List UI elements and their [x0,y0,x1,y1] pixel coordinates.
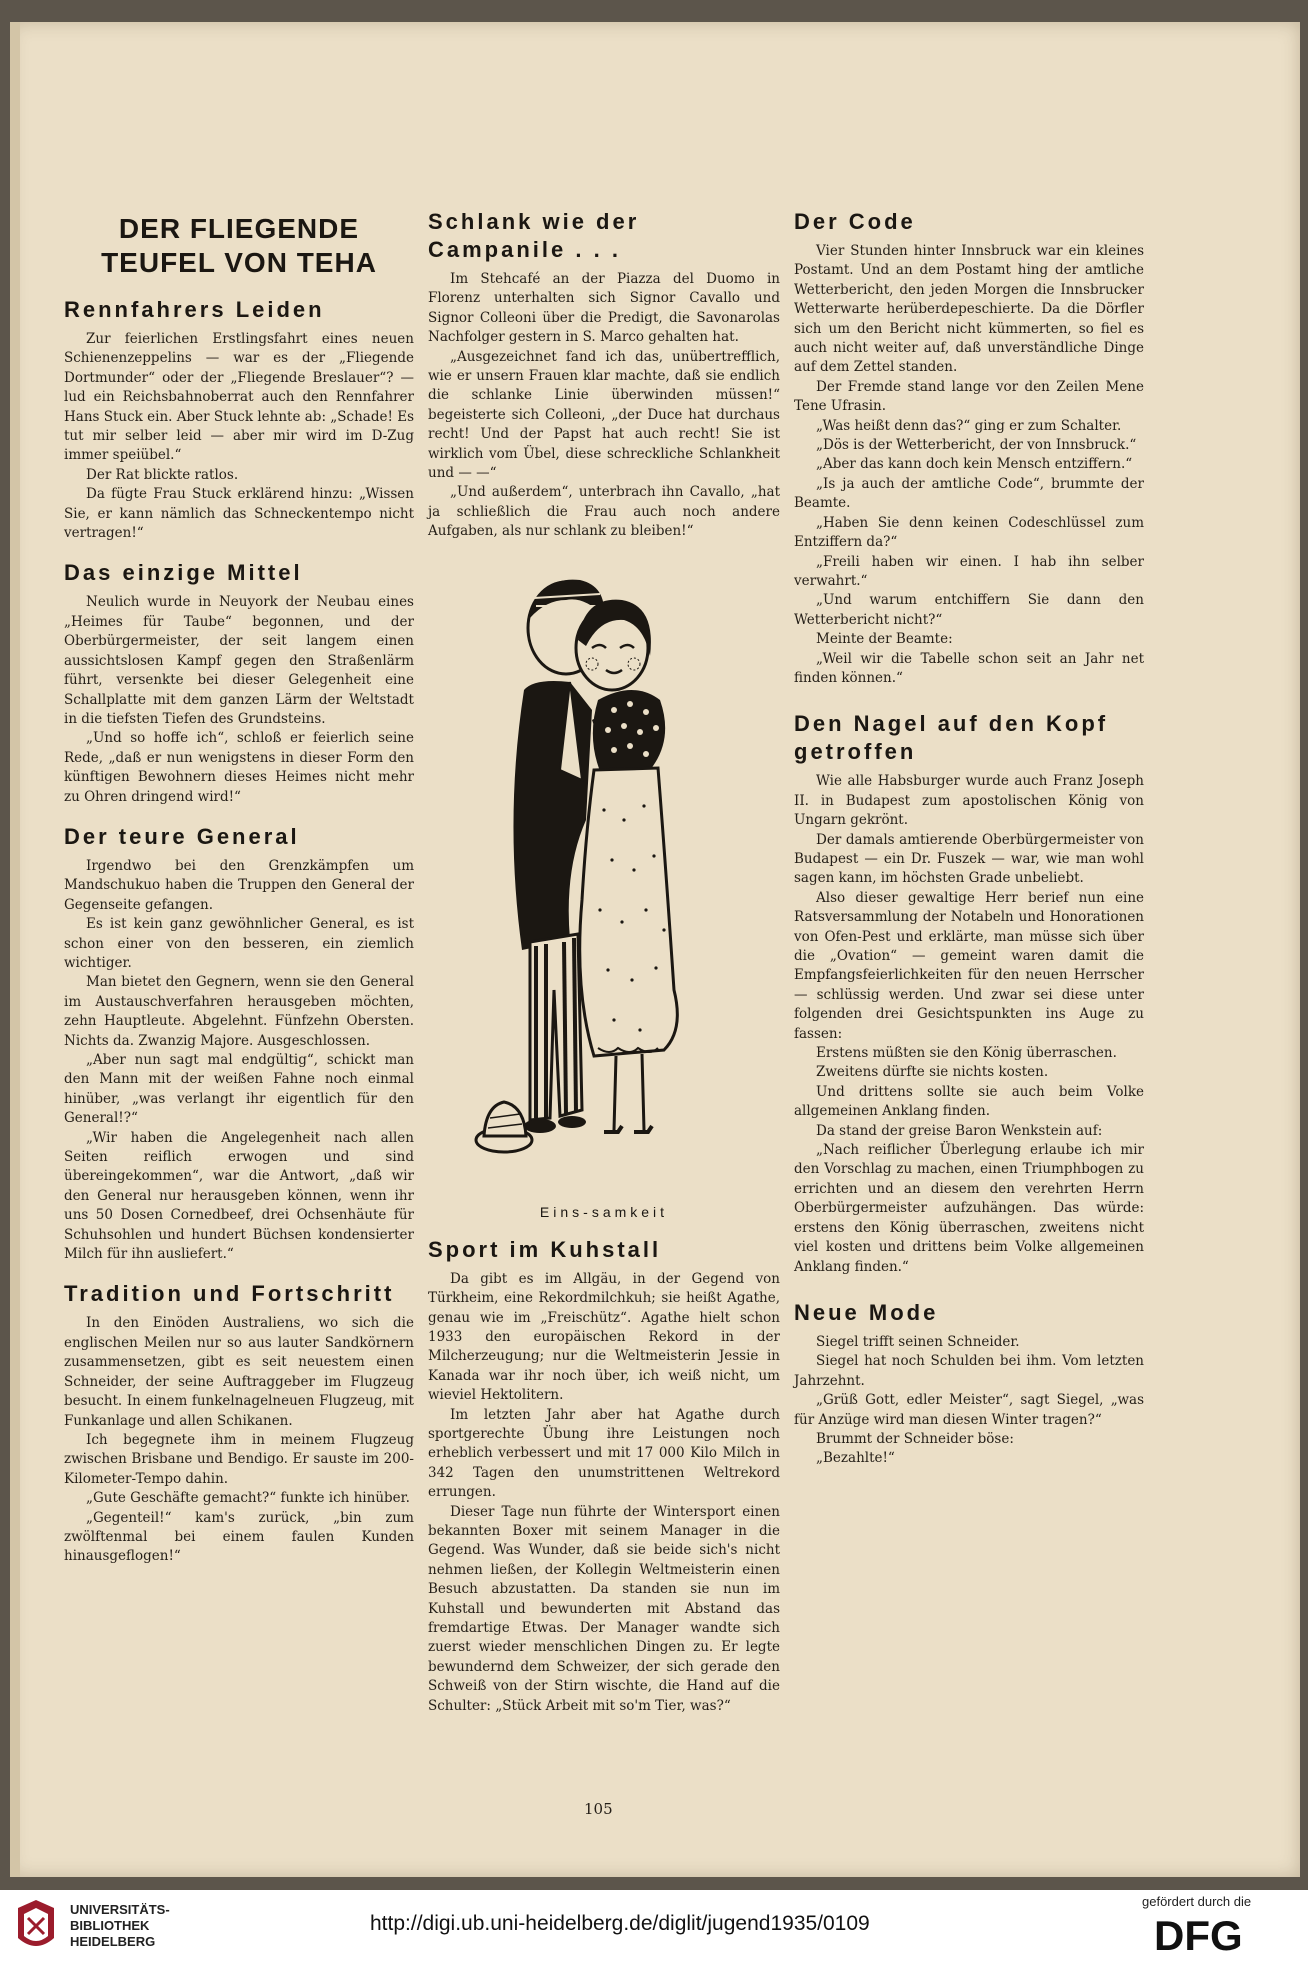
paragraph: Im Stehcafé an der Piazza del Duomo in Florenz unterhalten sich Signor Cavallo und Signor Colleoni über die Predigt, die Savonarolas Nachfolger gestern in S. Marco gehalten hat. [428,271,780,346]
paragraph: „Wir haben die Angelegenheit nach allen Seiten reiflich erwogen und sind übereingekommen“, war die Antwort, „daß wir den General nur herausgeben können, wenn ihr uns 50 Dosen Cornedbeef, drei Ochsenhäute für Schuhsohlen und hundert Büchsen kondensierter Milch für ihn ausliefert.“ [64,1129,414,1263]
paragraph: „Und so hoffe ich“, schloß er feierlich seine Rede, „daß er nun wenigstens in dieser Form den künftigen Bewohnern dieses Heimes nicht mehr zu Ohren dringend wird!“ [64,730,414,805]
previous-page-edge [10,22,20,1877]
column-2 [428,190,780,1716]
illustration-caption: Eins-samkeit [539,1203,669,1220]
paragraph: Es ist kein ganz gewöhnlicher General, es ist schon einer von den besseren, ein ziemlich wichtiger. [64,916,414,971]
heading-sport-im-kuhstall: Sport im Kuhstall [428,1236,662,1262]
paragraph: „Weil wir die Tabelle schon seit an Jahr net finden können.“ [794,650,1144,686]
paragraph: „Und außerdem“, unterbrach ihn Cavallo, „hat ja schließlich die Frau auch noch andere Aufgaben, als nur schlank zu bleiben!“ [428,484,780,540]
paragraph: Erstens müßten sie den König überraschen. [816,1045,1117,1062]
page-number: 105 [584,1800,613,1818]
paragraph: Der Rat blickte ratlos. [86,466,239,483]
paragraph: Vier Stunden hinter Innsbruck war ein kleines Postamt. Und an dem Postamt hing der amtliche Wetterbericht, den jeden Morgen die Innsbrucker Wetterwarte herüberdepeschierte. Da die Dörfler sich um den Bericht nicht kümmerten, so fiel es auch nicht weiter auf, daß unverständliche Dinge auf dem Zettel standen. [794,243,1144,376]
paragraph: „Is ja auch der amtliche Code“, brummte der Beamte. [794,475,1144,512]
heading-der-code: Der Code [794,209,916,234]
paragraph: Meinte der Beamte: [816,631,953,648]
article-neue-mode [794,1299,1144,1469]
paragraph: „Aber nun sagt mal endgültig“, schickt man den Mann mit der weißen Fahne noch einmal hinüber, „was verlangt ihr eigentlich für den General!?“ [64,1052,414,1127]
paragraph: „Freili haben wir einen. I hab ihn selber verwahrt.“ [794,553,1144,589]
paragraph: Zur feierlichen Erstlingsfahrt eines neuen Schienenzeppelins — war es der „Fliegende Dortmunder“ oder der „Fliegende Breslauer“? — lud ein Reichsbahnoberrat auch den Rennfahrer Hans Stuck ein. Aber Stuck lehnte ab: „Schade! Es tut mir selber leid — aber mir wird im D-Zug immer speiübel.“ [64,331,414,464]
uni-line-3: HEIDELBERG [70,1934,156,1949]
heading-den-nagel: Den Nagel auf den Kopf getroffen [794,711,1109,765]
article-rennfahrers-leiden [64,296,414,543]
uni-line-1: UNIVERSITÄTS- [70,1902,170,1917]
dfg-logo[interactable] [1150,1910,1290,1958]
article-schlank-wie-der-campanile [428,208,780,542]
dfg-logo-text: DFG [1154,1912,1243,1958]
paragraph: Also dieser gewaltige Herr berief nun eine Ratsversammlung der Notabeln und Honorationen von Ofen-Pest und erklärte, man müsse sich über die „Ovation“ — gemeint waren damit die Empfangsfeierlichkeiten für den neuen Herrscher — schlüssig werden. Und zwar sei diese unter folgenden drei Gesichtspunkten ins Auge zu fassen: [794,889,1144,1042]
heading-tradition-und-fortschritt: Tradition und Fortschritt [64,1281,395,1307]
paragraph: Irgendwo bei den Grenzkämpfen um Mandschukuo haben die Truppen den General der Gegenseite gefangen. [64,857,414,913]
paragraph: Wie alle Habsburger wurde auch Franz Joseph II. in Budapest zum apostolischen König von Ungarn gekrönt. [794,773,1144,829]
heading-der-teure-general: Der teure General [64,823,300,849]
viewer-footer [0,1890,1308,1963]
paragraph: Und drittens sollte sie auch beim Volke allgemeinen Anklang finden. [794,1083,1144,1120]
paragraph: „Haben Sie denn keinen Codeschlüssel zum Entziffern da?“ [794,514,1144,551]
paragraph: „Dös is der Wetterbericht, der von Innsbruck.“ [816,437,1137,454]
main-title: DER FLIEGENDE TEUFEL VON TEHA [101,213,377,278]
paragraph: „Was heißt denn das?“ ging er zum Schalter. [816,417,1122,434]
paragraph: Man bietet den Gegnern, wenn sie den General im Austauschverfahren herausgeben möchten, zehn Hauptleute. Abgelehnt. Fünfzehn Obersten. Nichts da. Zwanzig Majore. Ausgeschlossen. [64,974,414,1049]
article-sport-im-kuhstall [428,1236,780,1716]
paragraph: Da gibt es im Allgäu, in der Gegend von Türkheim, eine Rekordmilchkuh; sie heißt Agathe, genau wie im „Freischütz“. Agathe hielt schon 1933 den europäischen Rekord in der Milcherzeugung; nur die Weltmeisterin Jessie in Kanada war ihr noch über, ich weiß nicht, um wieviel Hektolitern. [428,1270,780,1404]
paragraph: „Gegenteil!“ kam's zurück, „bin zum zwölftenmal bei einem faulen Kunden hinausgeflogen!“ [64,1509,414,1565]
heading-schlank: Schlank wie der Campanile . . . [428,209,640,262]
paragraph: „Und warum entchiffern Sie dann den Wetterbericht nicht?“ [794,592,1144,628]
paragraph: „Bezahlte!“ [816,1450,895,1467]
paragraph: Siegel hat noch Schulden bei ihm. Vom letzten Jahrzehnt. [794,1353,1144,1389]
paragraph: In den Einöden Australiens, wo sich die englischen Meilen nur so aus lauter Sandkörnern zusammensetzen, gibt es seit neuestem einen Schneider, der seine Auftraggeber im Flugzeug besucht. In einem funkelnagelneuen Flugzeug, mit Funkanlage und allen Schikanen. [64,1315,414,1429]
paragraph: Der damals amtierende Oberbürgermeister von Budapest — ein Dr. Fuszek — war, wie man wohl sagen kann, im höchsten Grade unbeliebt. [794,831,1144,887]
paragraph: „Aber das kann doch kein Mensch entziffern.“ [816,456,1133,473]
article-das-einzige-mittel [64,559,414,806]
article-der-teure-general [64,823,414,1265]
document-url-link[interactable]: http://digi.ub.uni-heidelberg.de/diglit/jugend1935/0109 [370,1912,870,1935]
university-library-name[interactable] [70,1902,170,1950]
paragraph: Der Fremde stand lange vor den Zeilen Mene Tene Ufrasin. [794,378,1144,415]
couple-illustration [474,570,734,1200]
paragraph: Ich begegnete ihm in meinem Flugzeug zwischen Brisbane und Bendigo. Er sauste im 200-Kilometer-Tempo dahin. [64,1431,414,1487]
article-tradition-und-fortschritt [64,1280,414,1566]
university-seal-icon [14,1898,58,1956]
paragraph: Zweitens dürfte sie nichts kosten. [816,1064,1049,1081]
heading-das-einzige-mittel: Das einzige Mittel [64,560,303,586]
paragraph: Im letzten Jahr aber hat Agathe durch sportgerechte Übung ihre Leistungen noch erheblich verbessert und mit 17 000 Kilo Milch in 342 Tagen den unumstrittenen Weltrekord errungen. [428,1406,780,1501]
paragraph: Dieser Tage nun führte der Wintersport einen bekannten Boxer mit seinem Manager in die Gegend. Was Wunder, daß sie beide sich's nicht nehmen ließen, der Kollegin Weltmeisterin einen Besuch abzustatten. Da standen sie nun im Kuhstall und bewunderten mit Abstand das fremdartige Etwas. Der Manager wandte sich zuerst wieder menschlichen Dingen zu. Er legte bewundernd dem Schweizer, der sich gerade den Schweiß von der Stirn wischte, die Hand auf die Schulter: „Stück Arbeit mit so'm Tier, was?“ [428,1503,780,1714]
paragraph: Brummt der Schneider böse: [816,1430,1014,1447]
paragraph: Da fügte Frau Stuck erklärend hinzu: „Wissen Sie, er kann nämlich das Schneckentempo nicht vertragen!“ [64,486,414,542]
paragraph: Neulich wurde in Neuyork der Neubau eines „Heimes für Taube“ begonnen, und der Oberbürgermeister, der seit langem einen aussichtslosen Kampf gegen den Straßenlärm führt, versenkte bei dieser Gelegenheit eine Schallplatte mit dem ganzen Lärm der Weltstadt in die tiefsten Tiefen des Grundsteins. [64,594,414,727]
paragraph: Da stand der greise Baron Wenkstein auf: [816,1122,1103,1139]
article-den-nagel [794,710,1144,1277]
paragraph: „Grüß Gott, edler Meister“, sagt Siegel, „was für Anzüge wird man diesen Winter tragen?“ [794,1392,1144,1428]
heading-neue-mode: Neue Mode [794,1299,939,1325]
heading-rennfahrers-leiden: Rennfahrers Leiden [64,297,325,322]
uni-line-2: BIBLIOTHEK [70,1918,150,1933]
funding-note: gefördert durch die [1142,1894,1252,1909]
article-der-code [794,208,1144,688]
column-3 [794,190,1144,1469]
paragraph: Siegel trifft seinen Schneider. [816,1333,1020,1350]
paragraph: „Ausgezeichnet fand ich das, unübertrefflich, wie er unsern Frauen klar machte, daß sie endlich die schlanke Linie überwinden müssen!“ begeisterte sich Colleoni, „der Duce hat durchaus recht! Und der Papst hat auch recht! Sie ist wirklich vom Übel, diese schreckliche Schlankheit und — —“ [428,348,780,482]
paragraph: „Gute Geschäfte gemacht?“ funkte ich hinüber. [86,1490,410,1507]
paragraph: „Nach reiflicher Überlegung erlaube ich mir den Vorschlag zu machen, einen Triumphbogen zu errichten und an diesem den verehrten Herrn Oberbürgermeister aufzuhängen. Das würde: erstens den König überraschen, zweitens nicht viel kosten und drittens beim Volke allgemeinen Anklang finden.“ [794,1142,1144,1275]
column-1 [64,190,414,1567]
magazine-page [10,22,1300,1877]
